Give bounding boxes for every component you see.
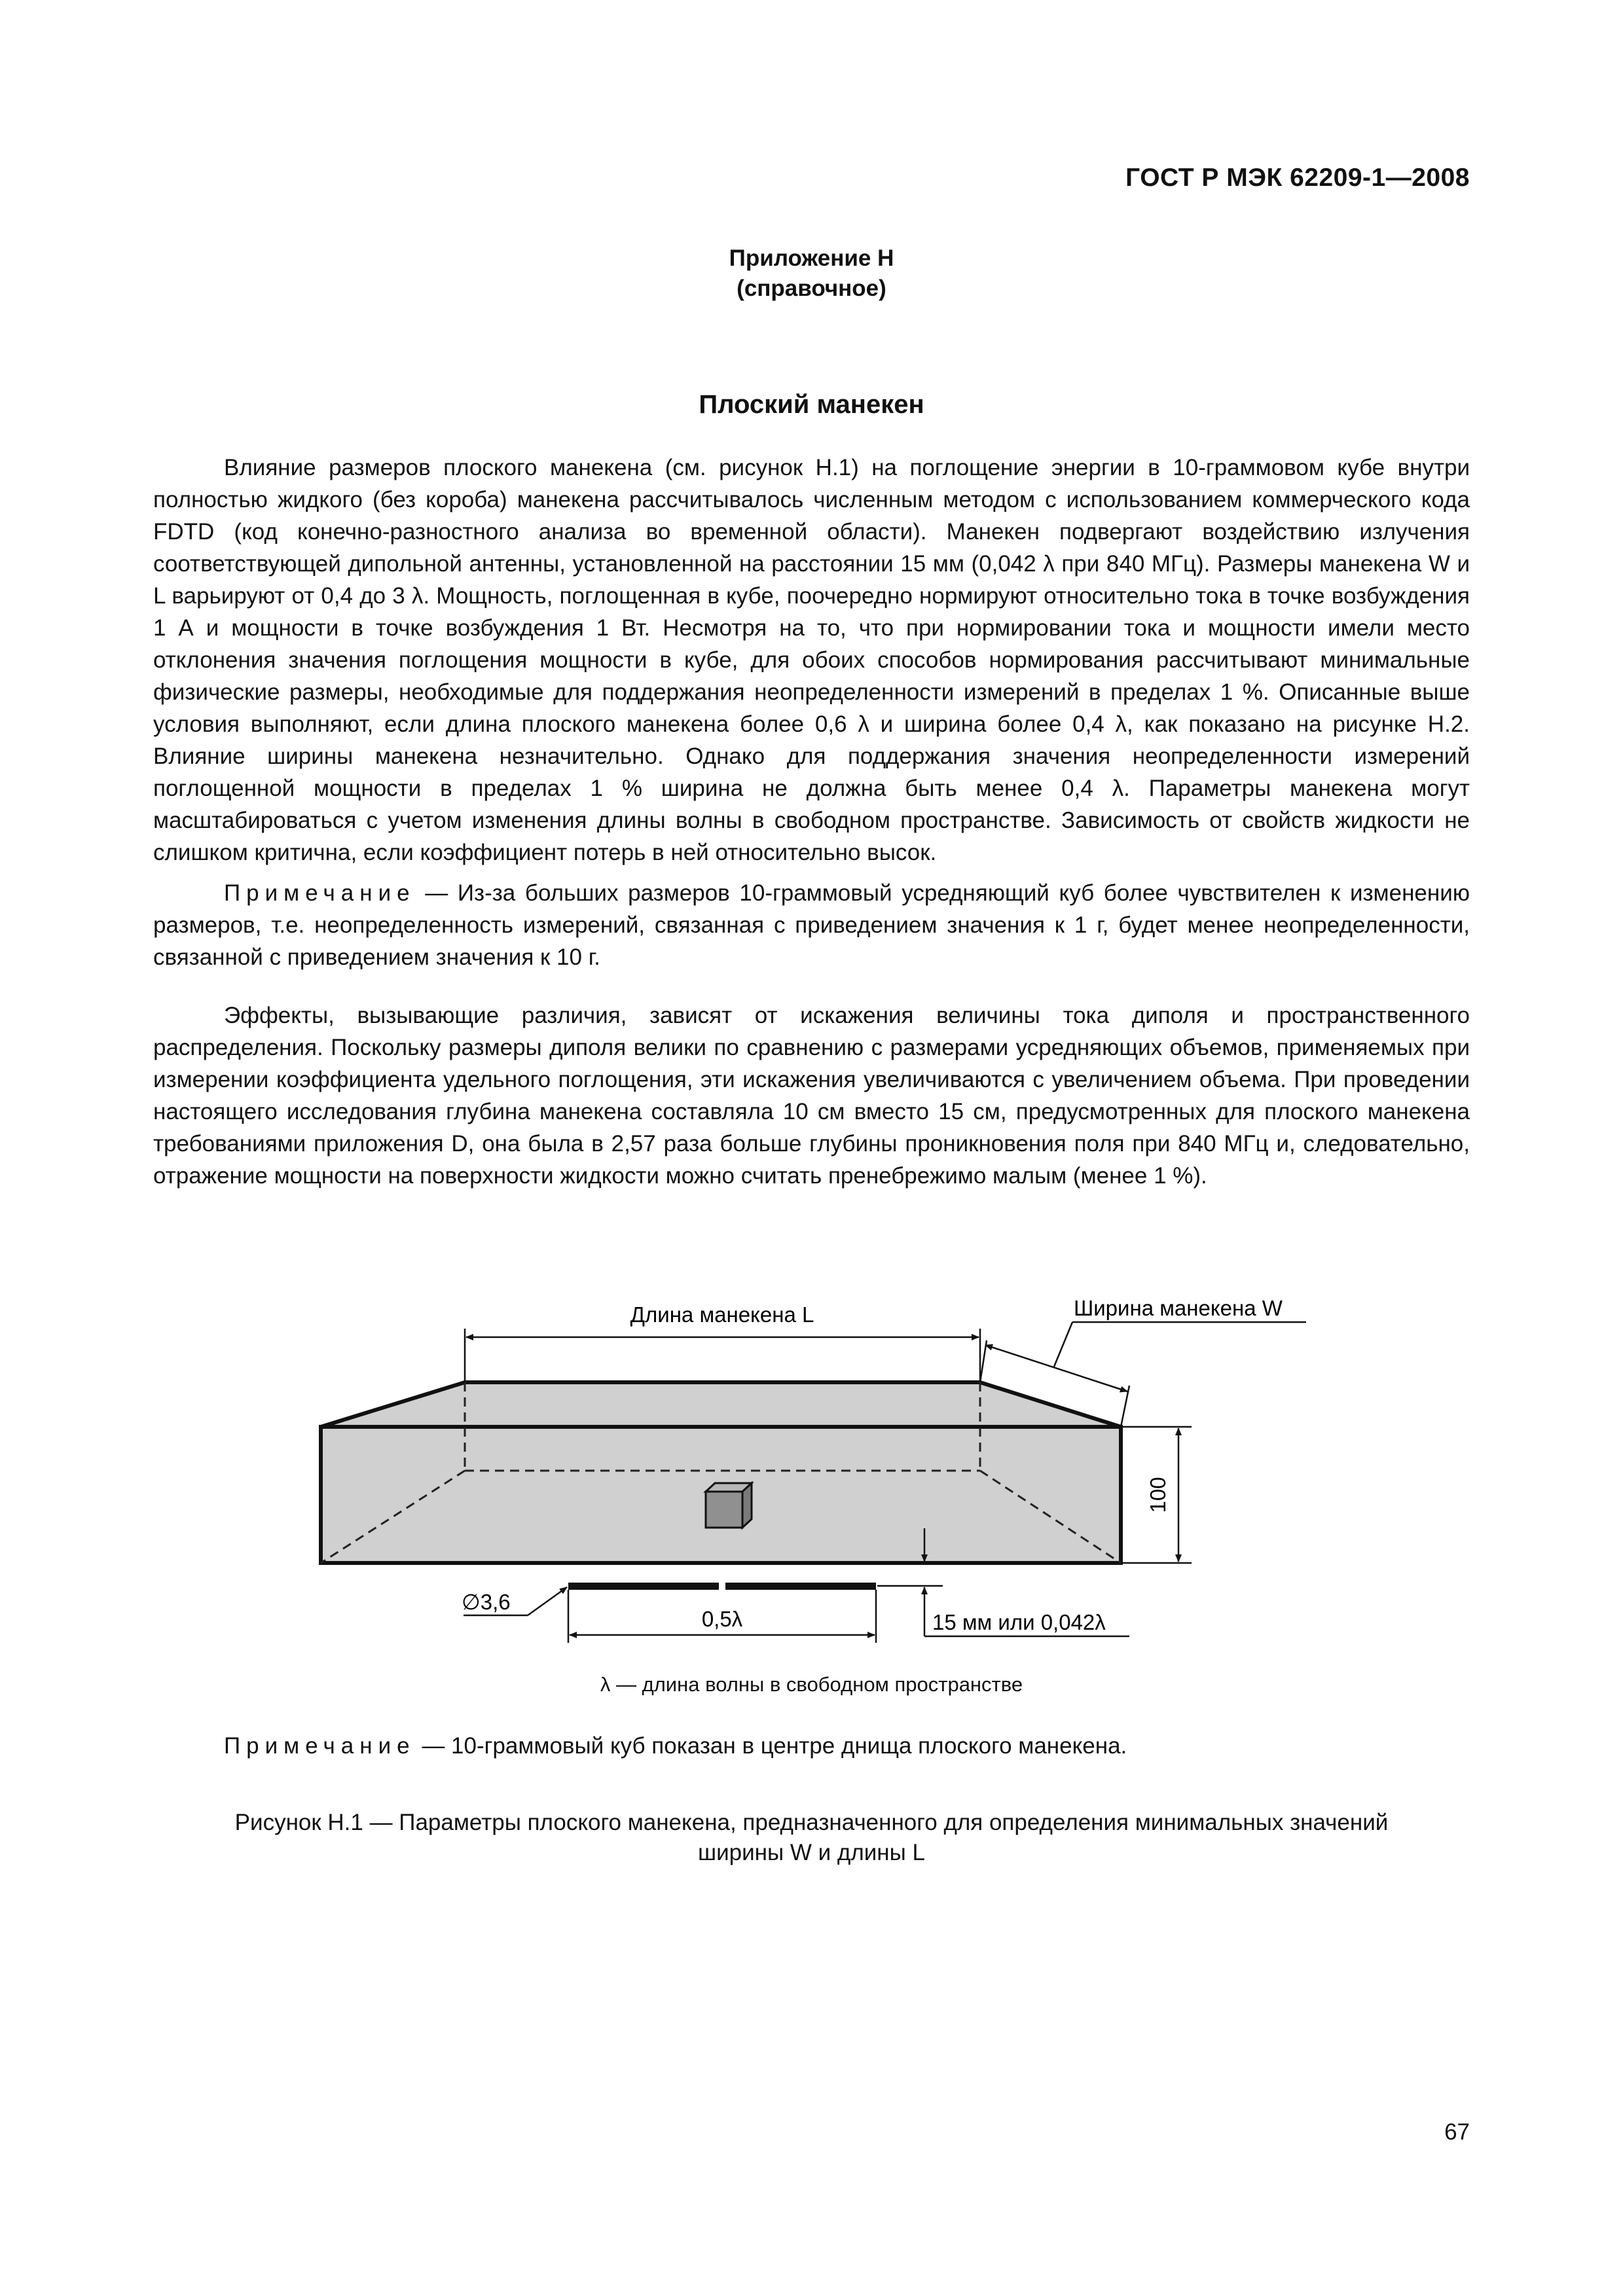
diameter-callout xyxy=(462,1587,567,1615)
document-header: ГОСТ Р МЭК 62209-1—2008 xyxy=(1125,164,1470,192)
length-label: Длина манекена L xyxy=(630,1302,814,1327)
width-label: Ширина манекена W xyxy=(1074,1296,1283,1320)
note-1-block xyxy=(153,877,1470,973)
height-dimension xyxy=(1123,1427,1192,1563)
figure-caption-line-2: ширины W и длины L xyxy=(698,1840,925,1865)
appendix-title: Приложение Н xyxy=(729,245,894,271)
height-label: 100 xyxy=(1146,1477,1170,1513)
figure-legend: λ — длина волны в свободном пространстве xyxy=(600,1673,1023,1696)
paragraph-2: Эффекты, вызывающие различия, зависят от искажения величины тока диполя и пространственного распределения. Поскольку размеры диполя велики по сравнению с размерами усредняющих объемов, применяемых при измерении коэффициента удельного поглощения, эти искажения увеличиваются с увеличением объема. При проведении настоящего исследования глубина манекена составляла 10 см вместо 15 см, предусмотренных для плоского манекена требованиями приложения D, она была в 2,57 раза больше глубины проникновения поля при 840 МГц и, следовательно, отражение мощности на поверхности жидкости можно считать пренебрежимо малым (менее 1 %). xyxy=(153,1003,1470,1189)
section-title: Плоский манекен xyxy=(699,390,924,419)
page-number: 67 xyxy=(1444,2119,1470,2145)
phantom-top-face xyxy=(321,1382,1121,1427)
note-1-text: — Из-за больших размеров 10-граммовый усредняющий куб более чувствителен к изменению размеров, т.е. неопределенность измерений, связанная с приведением значения к 1 г, будет менее неопределенности, связанной с приведением значения к 10 г. xyxy=(153,880,1470,970)
figure-caption xyxy=(111,1808,1512,1868)
figure-caption-line-1: Рисунок Н.1 — Параметры плоского манекена, предназначенного для определения минимальных значений xyxy=(234,1810,1389,1835)
appendix-heading xyxy=(0,243,1623,304)
dipole-length-dimension xyxy=(568,1590,876,1643)
dipole-antenna xyxy=(568,1583,876,1590)
diameter-label: ∅3,6 xyxy=(462,1590,511,1614)
note-2-text: — 10-граммовый куб показан в центре днища плоского манекена. xyxy=(415,1733,1127,1759)
averaging-cube-icon xyxy=(706,1483,752,1528)
note-1 xyxy=(153,877,1470,973)
paragraph-2-block xyxy=(153,999,1470,1192)
paragraph-1-block xyxy=(153,452,1470,869)
note-2-label: Примечание xyxy=(224,1733,416,1759)
length-dimension xyxy=(465,1302,980,1382)
paragraph-1: Влияние размеров плоского манекена (см. рисунок Н.1) на поглощение энергии в 10-граммовом кубе внутри полностью жидкого (без короба) манекена рассчитывалось численным методом с использованием коммерческого кода FDTD (код конечно-разностного анализа во временной области). Манекен подвергают воздействию излучения соответствующей дипольной антенны, установленной на расстоянии 15 мм (0,042 λ при 840 МГц). Размеры манекена W и L варьируют от 0,4 до 3 λ. Мощность, поглощенная в кубе, поочередно нормируют относительно тока в точке возбуждения 1 А и мощности в точке возбуждения 1 Вт. Несмотря на то, что при нормировании тока и мощности имели место отклонения значения поглощения мощности в кубе, для обоих способов нормирования рассчитывают минимальные физические размеры, необходимые для поддержания неопределенности измерений в пределах 1 %. Описанные выше условия выполняют, если длина плоского манекена более 0,6 λ и ширина более 0,4 λ, как показано на рисунке Н.2. Влияние ширины манекена незначительно. Однако для поддержания значения неопределенности измерений поглощенной мощности в пределах 1 % ширина не должна быть менее 0,4 λ. Параметры манекена могут масштабироваться с учетом изменения длины волны в свободном пространстве. Зависимость от свойств жидкости не слишком критична, если коэффициент потерь в ней относительно высок. xyxy=(153,455,1470,865)
dipole-length-label: 0,5λ xyxy=(701,1607,743,1631)
note-1-label: Примечание xyxy=(224,880,416,906)
note-2 xyxy=(224,1733,1127,1759)
appendix-subtitle: (справочное) xyxy=(737,276,886,301)
flat-phantom-diagram xyxy=(0,1263,1623,1656)
distance-label: 15 мм или 0,042λ xyxy=(932,1610,1106,1634)
